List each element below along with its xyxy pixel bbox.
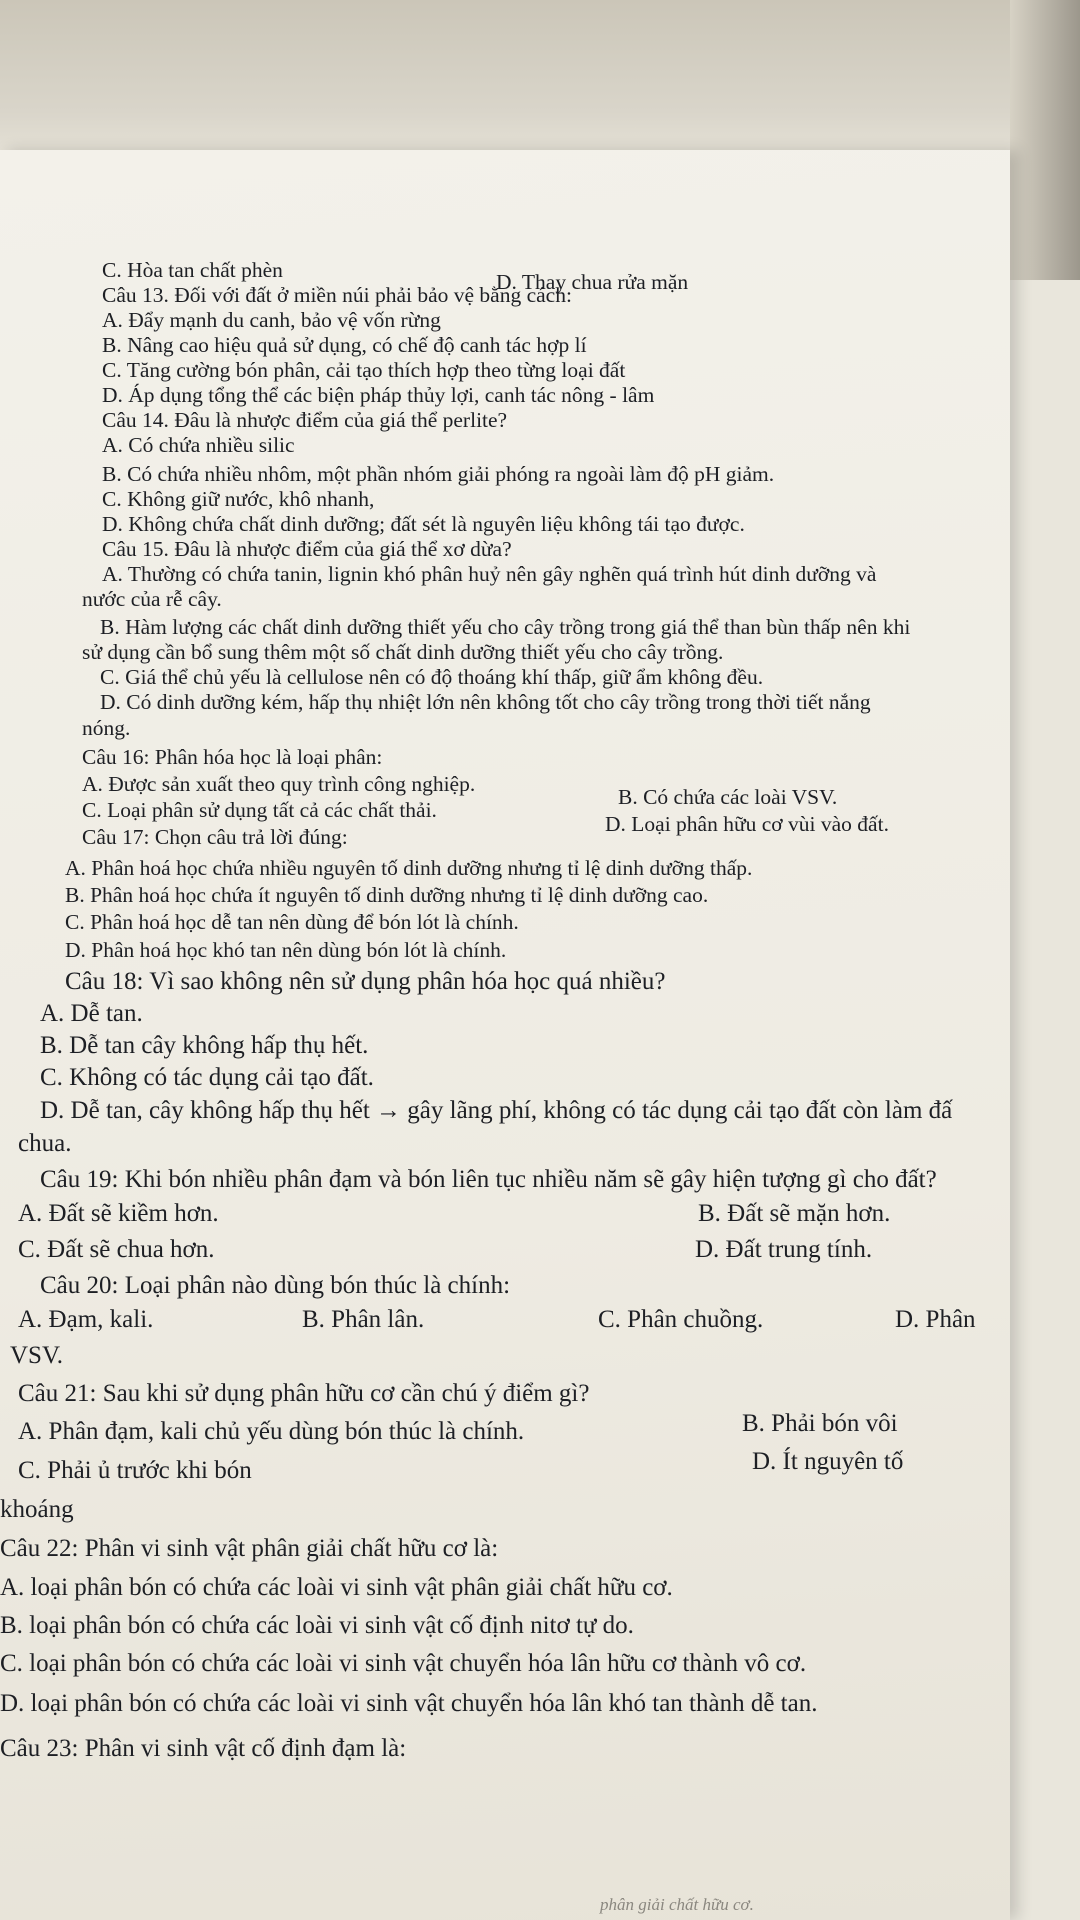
text-line: A. Được sản xuất theo quy trình công nghiệp.: [82, 772, 476, 796]
text-line: A. Thường có chứa tanin, lignin khó phân huỷ nên gây nghẽn quá trình hút dinh dưỡng và: [102, 562, 877, 586]
text-line: Câu 21: Sau khi sử dụng phân hữu cơ cần chú ý điểm gì?: [18, 1380, 590, 1407]
text-line: Câu 20: Loại phân nào dùng bón thúc là chính:: [40, 1272, 511, 1299]
text-line: D. Đất trung tính.: [695, 1236, 873, 1263]
text-line: C. loại phân bón có chứa các loài vi sinh vật chuyển hóa lân hữu cơ thành vô cơ.: [0, 1650, 807, 1677]
text-line: nước của rễ cây.: [82, 587, 222, 611]
text-line: B. Phải bón vôi: [742, 1410, 898, 1437]
text-line: B. Nâng cao hiệu quả sử dụng, có chế độ canh tác hợp lí: [102, 333, 587, 357]
text-line: nóng.: [82, 716, 131, 740]
text-line: Câu 17: Chọn câu trả lời đúng:: [82, 825, 348, 849]
text-line: C. Phân chuồng.: [598, 1306, 764, 1333]
text-line: Câu 23: Phân vi sinh vật cố định đạm là:: [0, 1735, 407, 1762]
text-line: D. Phân: [895, 1306, 976, 1333]
text-line: B. Đất sẽ mặn hơn.: [698, 1200, 891, 1227]
text-line: C. Phải ủ trước khi bón: [18, 1457, 252, 1484]
text-line: VSV.: [10, 1342, 64, 1369]
text-line: D. Loại phân hữu cơ vùi vào đất.: [605, 812, 889, 836]
text-line: A. Đạm, kali.: [18, 1306, 154, 1333]
text-line: sử dụng cần bổ sung thêm một số chất dinh dưỡng thiết yếu cho cây trồng.: [82, 640, 724, 664]
text-line: C. Không có tác dụng cải tạo đất.: [40, 1064, 374, 1091]
text-line: D. Ít nguyên tố: [752, 1448, 904, 1475]
text-line: chua.: [18, 1130, 72, 1157]
text-line: B. Dễ tan cây không hấp thụ hết.: [40, 1032, 369, 1059]
text-line: Câu 14. Đâu là nhược điểm của giá thể perlite?: [102, 408, 508, 432]
text-line: C. Loại phân sử dụng tất cả các chất thải.: [82, 798, 437, 822]
text-line: A. Dễ tan.: [40, 1000, 143, 1027]
text-line: C. Giá thể chủ yếu là cellulose nên có độ thoáng khí thấp, giữ ẩm không đều.: [100, 665, 764, 689]
text-line: B. Phân hoá học chứa ít nguyên tố dinh dưỡng nhưng tỉ lệ dinh dưỡng cao.: [65, 883, 709, 907]
text-line: D. Thay chua rửa mặn: [496, 270, 689, 294]
text-line: Câu 15. Đâu là nhược điểm của giá thể xơ dừa?: [102, 537, 512, 561]
text-line: D. Không chứa chất dinh dưỡng; đất sét là nguyên liệu không tái tạo được.: [102, 512, 745, 536]
text-line: A. Phân hoá học chứa nhiều nguyên tố dinh dưỡng nhưng tỉ lệ dinh dưỡng thấp.: [65, 856, 753, 880]
text-line: A. Có chứa nhiều silic: [102, 433, 295, 457]
text-line: C. Hòa tan chất phèn: [102, 258, 283, 282]
text-line: Câu 22: Phân vi sinh vật phân giải chất hữu cơ là:: [0, 1535, 499, 1562]
text-line: D. Dễ tan, cây không hấp thụ hết → gây lãng phí, không có tác dụng cải tạo đất còn làm đấ: [40, 1097, 953, 1124]
text-line: D. loại phân bón có chứa các loài vi sinh vật chuyển hóa lân khó tan thành dễ tan.: [0, 1690, 818, 1717]
text-line: B. Hàm lượng các chất dinh dưỡng thiết yếu cho cây trồng trong giá thể than bùn thấp nên khi: [100, 615, 911, 639]
text-line: Câu 18: Vì sao không nên sử dụng phân hóa học quá nhiều?: [65, 968, 666, 995]
text-line: B. Có chứa nhiều nhôm, một phần nhóm giải phóng ra ngoài làm độ pH giảm.: [102, 462, 775, 486]
text-line: D. Phân hoá học khó tan nên dùng bón lót là chính.: [65, 938, 507, 962]
background-edge: [1010, 0, 1080, 280]
text-line: Câu 16: Phân hóa học là loại phân:: [82, 745, 383, 769]
text-line: Câu 19: Khi bón nhiều phân đạm và bón liên tục nhiều năm sẽ gây hiện tượng gì cho đất?: [40, 1166, 937, 1193]
text-line: khoáng: [0, 1496, 74, 1523]
text-line: B. Có chứa các loài VSV.: [618, 785, 838, 809]
text-line: A. loại phân bón có chứa các loài vi sinh vật phân giải chất hữu cơ.: [0, 1574, 673, 1601]
text-line: C. Đất sẽ chua hơn.: [18, 1236, 215, 1263]
text-line: C. Tăng cường bón phân, cải tạo thích hợp theo từng loại đất: [102, 358, 626, 382]
footer-text: phân giải chất hữu cơ.: [600, 1895, 754, 1914]
text-line: C. Phân hoá học dễ tan nên dùng để bón lót là chính.: [65, 910, 519, 934]
text-line: A. Phân đạm, kali chủ yếu dùng bón thúc là chính.: [18, 1418, 525, 1445]
text-line: A. Đẩy mạnh du canh, bảo vệ vốn rừng: [102, 308, 441, 332]
text-line: C. Không giữ nước, khô nhanh,: [102, 487, 375, 511]
text-line: D. Áp dụng tổng thể các biện pháp thủy lợi, canh tác nông - lâm: [102, 383, 655, 407]
background-wall: [0, 0, 1080, 160]
text-line: D. Có dinh dưỡng kém, hấp thụ nhiệt lớn nên không tốt cho cây trồng trong thời tiết nắng: [100, 690, 871, 714]
text-line: Câu 13. Đối với đất ở miền núi phải bảo vệ bằng cách:: [102, 283, 572, 307]
text-line: B. loại phân bón có chứa các loài vi sinh vật cố định nitơ tự do.: [0, 1612, 634, 1639]
text-line: B. Phân lân.: [302, 1306, 425, 1333]
text-line: A. Đất sẽ kiềm hơn.: [18, 1200, 219, 1227]
